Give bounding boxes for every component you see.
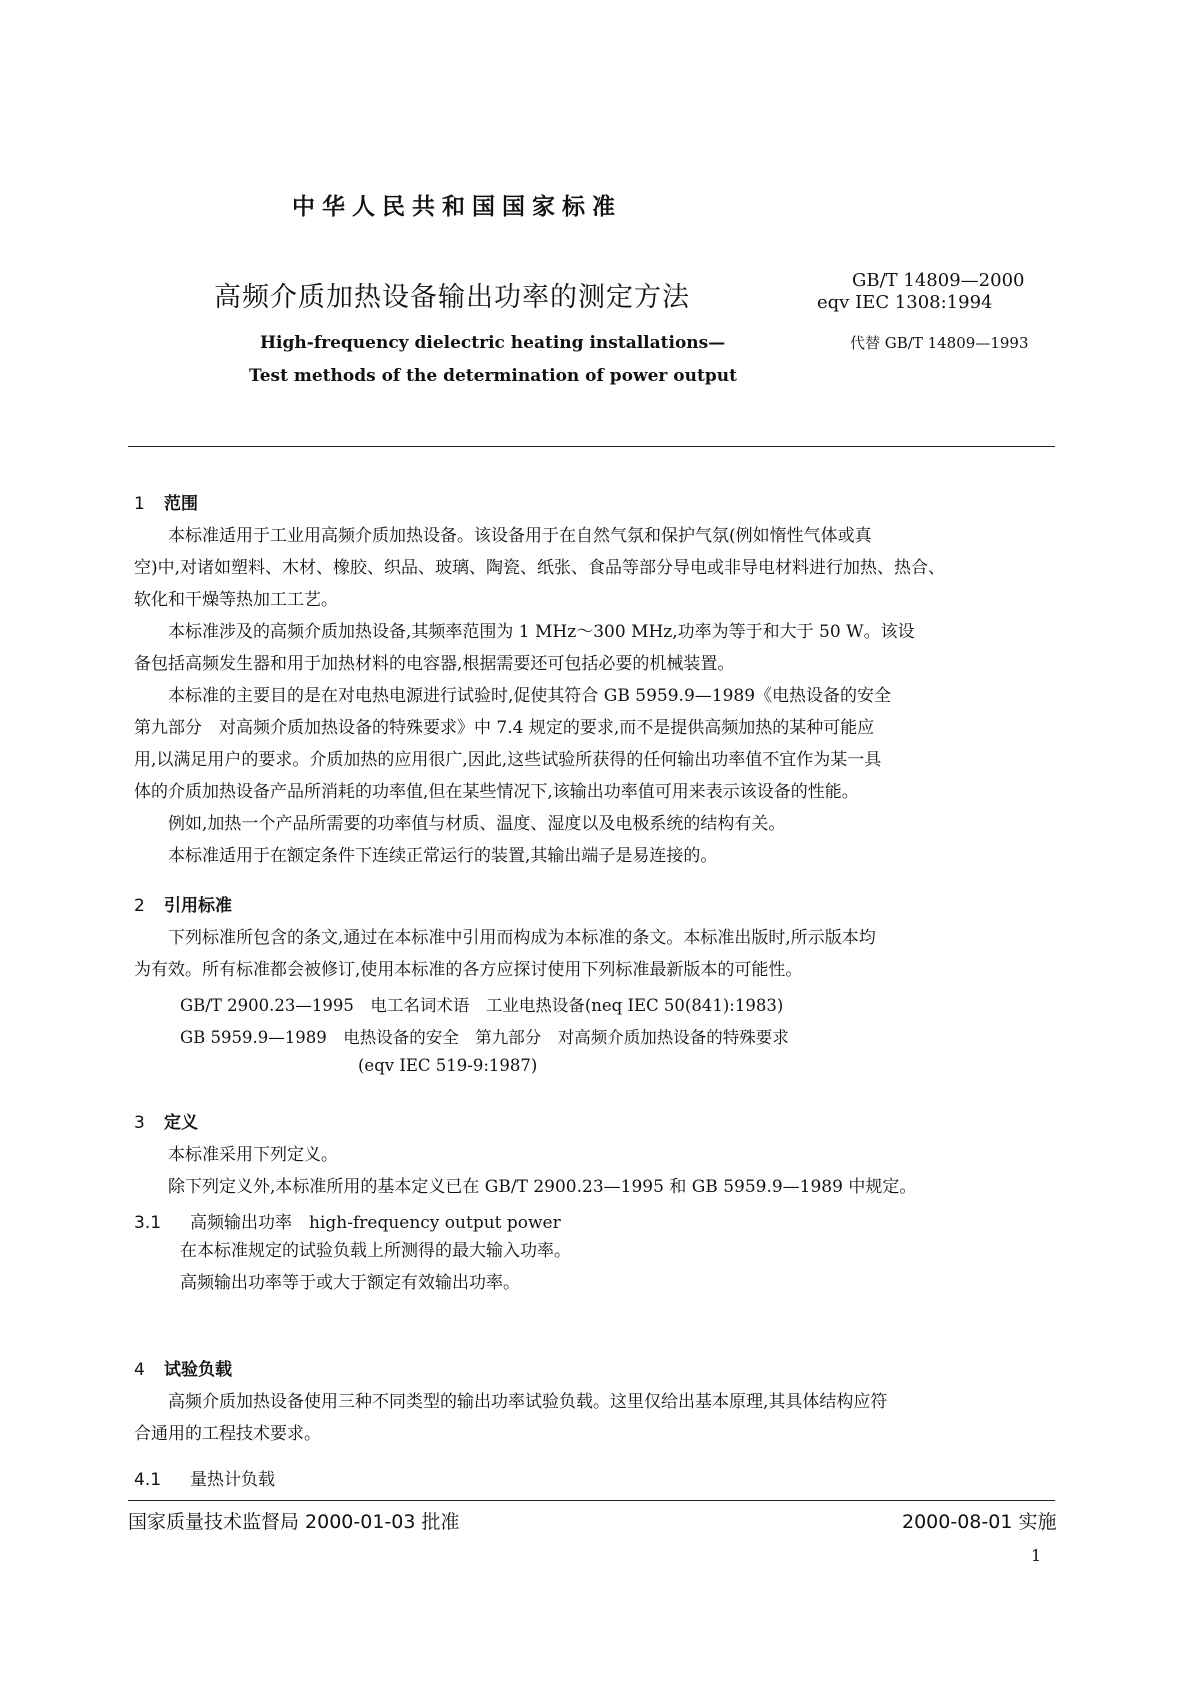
section-3-paragraph-2: 除下列定义外,本标准所用的基本定义已在 GB/T 2900.23—1995 和 GB 5959.9—1989 中规定。 <box>168 1177 917 1197</box>
section-3-paragraph-1: 本标准采用下列定义。 <box>168 1145 338 1165</box>
reference-item: GB 5959.9—1989 电热设备的安全 第九部分 对高频介质加热设备的特殊要求 <box>180 1028 789 1047</box>
text-line: 合通用的工程技术要求。 <box>134 1424 321 1444</box>
section-title: 引用标准 <box>164 896 232 916</box>
text-line: 备包括高频发生器和用于加热材料的电容器,根据需要还可包括必要的机械装置。 <box>134 654 735 674</box>
text-line: 体的介质加热设备产品所消耗的功率值,但在某些情况下,该输出功率值可用来表示该设备的性能。 <box>134 782 859 802</box>
section-1-paragraph-3 <box>134 680 891 808</box>
reference-item: (eqv IEC 519-9:1987) <box>358 1056 538 1075</box>
implementation-date: 2000-08-01 实施 <box>902 1511 1057 1533</box>
text-line: 高频介质加热设备使用三种不同类型的输出功率试验负载。这里仅给出基本原理,其具体结构应符 <box>168 1392 888 1412</box>
section-1-paragraph-2 <box>134 616 915 680</box>
text-line: 空)中,对诸如塑料、木材、橡胶、织品、玻璃、陶瓷、纸张、食品等部分导电或非导电材料进行加热、热合、 <box>134 558 946 578</box>
standard-title-en-line2: Test methods of the determination of power output <box>249 366 737 386</box>
text-line: 下列标准所包含的条文,通过在本标准中引用而构成为本标准的条文。本标准出版时,所示版本均 <box>168 928 876 948</box>
section-1-paragraph-1 <box>134 520 945 616</box>
section-2-heading <box>134 891 232 916</box>
section-1-paragraph-5: 本标准适用于在额定条件下连续正常运行的装置,其输出端子是易连接的。 <box>168 846 718 866</box>
standard-replaces: 代替 GB/T 14809—1993 <box>850 334 1029 352</box>
text-line: 第九部分 对高频介质加热设备的特殊要求》中 7.4 规定的要求,而不是提供高频加热的某种可能应 <box>134 718 875 738</box>
section-3-heading <box>134 1108 198 1133</box>
text-line: 为有效。所有标准都会被修订,使用本标准的各方应探讨使用下列标准最新版本的可能性。 <box>134 960 803 980</box>
text-line: 软化和干燥等热加工工艺。 <box>134 590 338 610</box>
subsection-3-1 <box>134 1208 561 1233</box>
section-1-heading <box>134 489 198 514</box>
footer-divider <box>128 1500 1055 1501</box>
text-line: 用,以满足用户的要求。介质加热的应用很广,因此,这些试验所获得的任何输出功率值不宜作为某一具 <box>134 750 882 770</box>
text-line: 本标准适用于工业用高频介质加热设备。该设备用于在自然气氛和保护气氛(例如惰性气体或真 <box>168 526 872 546</box>
page-number: 1 <box>1031 1546 1042 1565</box>
section-4-paragraph-1 <box>134 1386 887 1450</box>
section-title: 范围 <box>164 494 198 514</box>
national-standard-header: 中华人民共和国国家标准 <box>292 194 622 220</box>
standard-title-en-line1: High-frequency dielectric heating installations— <box>260 333 726 353</box>
section-1-paragraph-4: 例如,加热一个产品所需要的功率值与材质、温度、湿度以及电极系统的结构有关。 <box>168 814 786 834</box>
subsection-title: 高频输出功率 high-frequency output power <box>190 1213 561 1233</box>
section-2-paragraph-1 <box>134 922 876 986</box>
reference-item: GB/T 2900.23—1995 电工名词术语 工业电热设备(neq IEC 50(841):1983) <box>180 996 784 1015</box>
section-number: 3 <box>134 1113 145 1133</box>
section-number: 4 <box>134 1360 145 1380</box>
subsection-3-1-paragraph-1: 在本标准规定的试验负载上所测得的最大输入功率。 <box>180 1241 571 1261</box>
section-number: 2 <box>134 896 145 916</box>
subsection-number: 3.1 <box>134 1213 162 1233</box>
approval-note: 国家质量技术监督局 2000-01-03 批准 <box>128 1511 460 1533</box>
subsection-number: 4.1 <box>134 1470 162 1490</box>
standard-title-cn: 高频介质加热设备输出功率的测定方法 <box>214 282 690 313</box>
section-title: 定义 <box>164 1113 198 1133</box>
subsection-4-1 <box>134 1465 275 1490</box>
subsection-title: 量热计负载 <box>190 1470 275 1490</box>
section-4-heading <box>134 1355 232 1380</box>
header-divider <box>128 446 1055 447</box>
standard-equivalence: eqv IEC 1308:1994 <box>817 292 993 313</box>
text-line: 本标准的主要目的是在对电热电源进行试验时,促使其符合 GB 5959.9—1989《电热设备的安全 <box>168 686 892 706</box>
section-title: 试验负载 <box>164 1360 232 1380</box>
subsection-3-1-paragraph-2: 高频输出功率等于或大于额定有效输出功率。 <box>180 1273 520 1293</box>
section-number: 1 <box>134 494 145 514</box>
standard-code: GB/T 14809—2000 <box>852 270 1025 291</box>
text-line: 本标准涉及的高频介质加热设备,其频率范围为 1 MHz～300 MHz,功率为等于和大于 50 W。该设 <box>168 622 915 642</box>
